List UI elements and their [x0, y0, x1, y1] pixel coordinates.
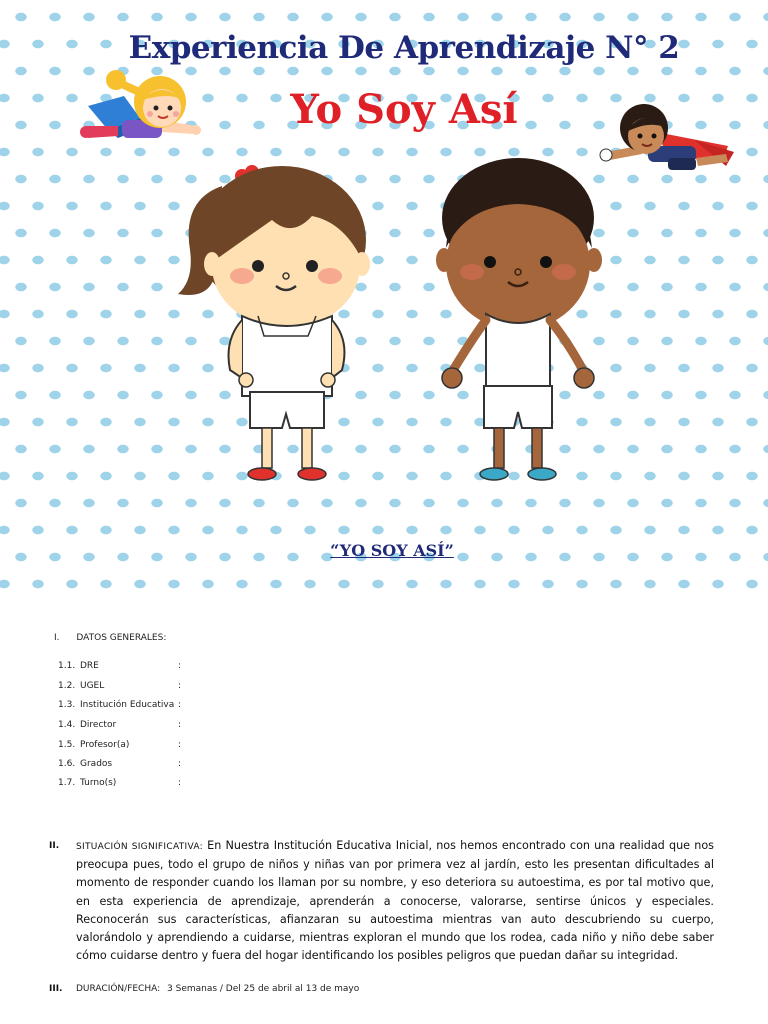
cover-subtitle: Yo Soy Así	[290, 86, 518, 133]
section3-value: 3 Semanas / Del 25 de abril al 13 de mayo	[167, 984, 360, 994]
superhero-boy-illustration	[598, 92, 738, 180]
section3-numeral: III.	[49, 984, 63, 994]
data-row: 1.4. Director :	[58, 720, 182, 730]
data-row: 1.5. Profesor(a) :	[58, 740, 182, 750]
boy-illustration	[432, 156, 608, 490]
cover-caption: “YO SOY ASÍ”	[330, 541, 454, 560]
section2-numeral: II.	[49, 841, 60, 851]
data-row: 1.1. DRE :	[58, 661, 182, 671]
cover-title: Experiencia De Aprendizaje N° 2	[128, 30, 680, 66]
section1-numeral: I.	[54, 633, 60, 643]
section2-lead: SITUACIÓN SIGNIFICATIVA:	[76, 842, 203, 852]
section1-heading	[54, 633, 166, 643]
section2-text: En Nuestra Institución Educativa Inicial, nos hemos encontrado con una realidad que nos preocupa pues, todo el grupo de niños y niñas van por primera vez al jardín, esto les presentan dificultades al momento de responder cuando los llaman por su nombre, y eso deteriora su autoestima, es por tal motivo que, en esta experiencia de aprendizaje, aprenderán a conocerse, valorarse, sentirse únicos y especiales. Reconocerán sus características, afianzaran su autoestima mientras van auto descubriendo su cuerpo, valorándolo y aprendiendo a cuidarse, mientras exploran el mundo que los rodea, cada niño y niño debe saber cómo cuidarse dentro y fuera del hogar identificando los posibles peligros que puedan dañar su integridad.	[76, 839, 714, 963]
superhero-girl-illustration	[78, 66, 204, 158]
data-row: 1.2. UGEL :	[58, 681, 182, 691]
row-label: Profesor(a)	[80, 740, 130, 750]
section1-title: DATOS GENERALES:	[76, 633, 167, 643]
data-row: 1.3. Institución Educativa :	[58, 700, 182, 710]
row-label: UGEL	[80, 681, 105, 691]
row-label: Grados	[80, 759, 113, 769]
row-label: Turno(s)	[80, 778, 117, 788]
row-label: Institución Educativa	[80, 700, 175, 710]
section3-line	[76, 984, 359, 994]
section3-label: DURACIÓN/FECHA:	[76, 984, 161, 994]
data-row: 1.6. Grados :	[58, 759, 182, 769]
data-row: 1.7. Turno(s) :	[58, 778, 182, 788]
row-label: Director	[80, 720, 117, 730]
row-label: DRE	[80, 661, 99, 671]
girl-illustration	[172, 160, 376, 490]
situacion-significativa-paragraph	[76, 837, 714, 965]
